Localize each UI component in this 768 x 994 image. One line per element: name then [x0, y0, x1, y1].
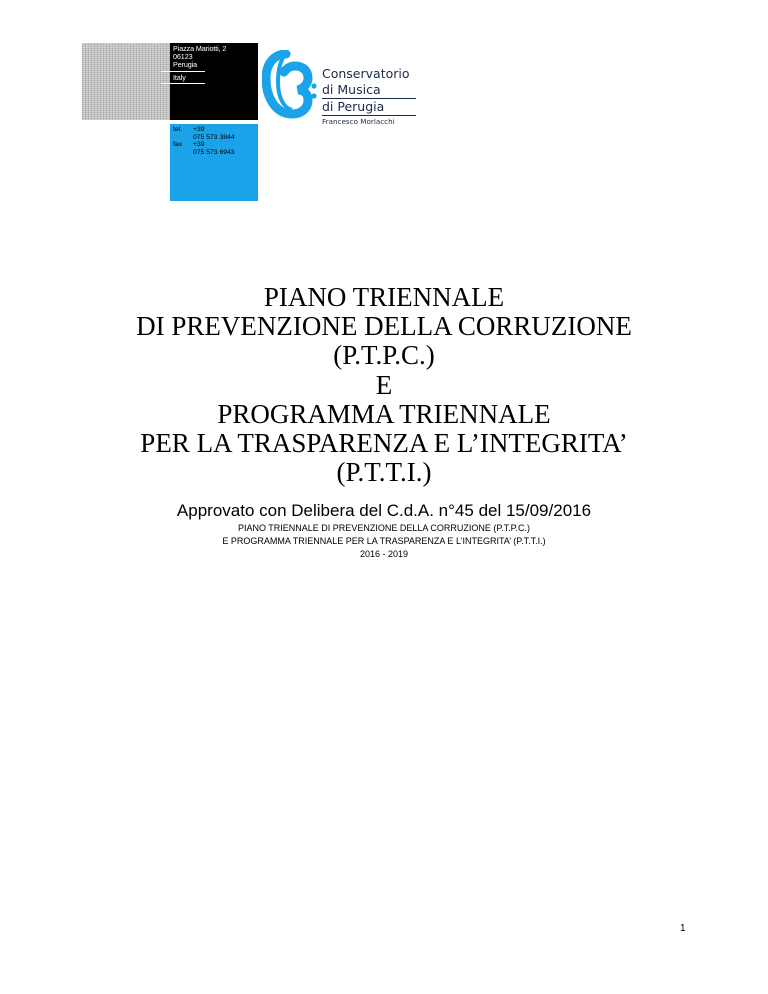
contact-fax-label: fax [173, 141, 183, 149]
contact-tel-number: 075 573 3844 [193, 133, 235, 141]
contact-tel-prefix: +39 [193, 126, 205, 133]
contact-fax-number-row [173, 149, 235, 157]
subtitle-line: PIANO TRIENNALE DI PREVENZIONE DELLA CORRUZIONE (P.T.P.C.) [237, 523, 531, 533]
title-line: (P.T.P.C.) [333, 340, 435, 371]
contact-tel [173, 126, 235, 134]
contact-tel-label: tel. [173, 126, 183, 133]
contact-fax [173, 141, 235, 149]
contact-tel-number-row [173, 134, 235, 142]
subtitle-years: 2016 - 2019 [359, 549, 409, 559]
document-title [0, 283, 768, 487]
title-line: E [375, 369, 393, 400]
page-number: 1 [680, 923, 686, 934]
spacer [173, 149, 193, 157]
logo-line-1: Conservatorio [322, 66, 410, 81]
address [173, 45, 257, 86]
contact-fax-prefix: +39 [193, 141, 205, 149]
subtitle-line: E PROGRAMMA TRIENNALE PER LA TRASPARENZA E L’INTEGRITA’ (P.T.T.I.) [222, 536, 546, 546]
letterhead-contact-block [170, 124, 258, 201]
contact-fax-number: 075 573 6943 [193, 148, 235, 156]
address-country: Italy [173, 72, 186, 82]
address-city: Perugia [173, 60, 198, 70]
title-line: PROGRAMMA TRIENNALE [217, 398, 551, 429]
title-line: DI PREVENZIONE DELLA CORRUZIONE [136, 311, 632, 342]
letterhead-gray-block [82, 43, 170, 120]
address-divider [161, 83, 205, 84]
address-postcode: 06123 [173, 52, 193, 62]
contacts [173, 126, 235, 156]
document-subtitle [0, 522, 768, 561]
address-divider [161, 71, 205, 72]
title-line: PIANO TRIENNALE [263, 282, 505, 312]
logo-wordmark [322, 66, 416, 127]
logo-line-4: Francesco Morlacchi [322, 117, 395, 126]
logo-line-2: di Musica [322, 82, 416, 99]
approval-note: Approvato con Delibera del C.d.A. n°45 del 15/09/2016 [176, 501, 592, 520]
address-street: Piazza Mariotti, 2 [173, 44, 227, 53]
conservatory-logo-icon [262, 50, 322, 120]
title-line: PER LA TRASPARENZA E L’INTEGRITA’ [140, 428, 628, 459]
title-line: (P.T.T.I.) [336, 457, 432, 488]
logo-line-3: di Perugia [322, 99, 416, 116]
letterhead-address-block [170, 43, 258, 120]
spacer [173, 134, 193, 142]
